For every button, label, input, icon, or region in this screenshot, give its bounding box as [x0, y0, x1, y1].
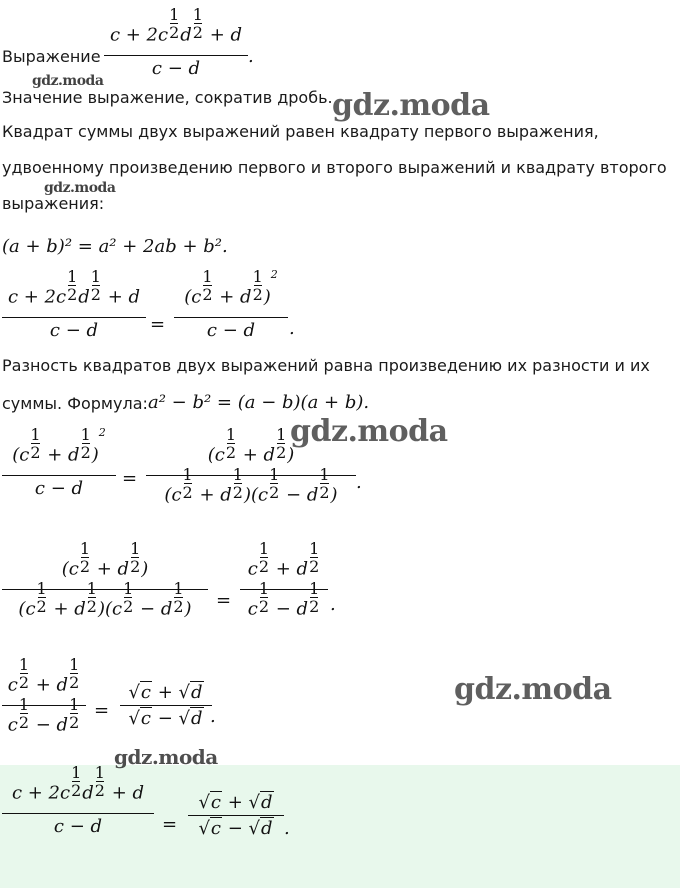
rule2-line-1: Разность квадратов двух выражений равна произведению их разности и их	[2, 356, 650, 375]
rule2-line-2: суммы. Формула:	[2, 394, 148, 413]
intro-label: Выражение	[2, 47, 101, 66]
watermark-logo: gdz.moda	[332, 88, 490, 123]
given-expression: c + 2c1 2d1 2 + d c − d	[104, 18, 248, 79]
step2-lhs: (c1 2 + d1 2)$^2$ c − d	[2, 438, 116, 499]
step2-rhs: (c1 2 + d1 2) (c1 2 + d1 2)(c1 2 − d1 2)	[146, 438, 356, 513]
watermark-logo: gdz.moda	[454, 672, 612, 707]
rule-line-1: Квадрат суммы двух выражений равен квадрату первого выражения,	[2, 122, 599, 141]
square-sum-formula: (a + b)² = a² + 2ab + b².	[2, 236, 228, 257]
step4-lhs: c1 2 + d1 2 c1 2 − d1 2	[2, 668, 86, 743]
task-statement: Значение выражение, сократив дробь.	[2, 88, 333, 107]
rule-line-2: удвоенному произведению первого и второго выражений и квадрату второго	[2, 158, 667, 177]
watermark-logo: gdz.moda	[290, 414, 448, 449]
watermark-logo: gdz.moda	[44, 180, 116, 196]
step1-rhs: (c1 2 + d1 2)$^2$ c − d	[174, 280, 288, 341]
step3-lhs: (c1 2 + d1 2) (c1 2 + d1 2)(c1 2 − d1 2)	[2, 552, 208, 627]
watermark-logo: gdz.moda	[114, 745, 218, 769]
answer-lhs: c + 2c1 2d1 2 + d c − d	[2, 776, 154, 837]
rule-line-3: выражения:	[2, 194, 105, 213]
step3-rhs: c1 2 + d1 2 c1 2 − d1 2	[240, 552, 328, 627]
answer-rhs: √c + √d √c − √d	[188, 792, 284, 839]
step4-rhs: √c + √d √c − √d	[120, 682, 212, 729]
diff-squares-formula: a² − b² = (a − b)(a + b).	[148, 392, 370, 413]
watermark-logo: gdz.moda	[32, 73, 104, 89]
step1-lhs: c + 2c1 2d1 2 + d c − d	[2, 280, 146, 341]
